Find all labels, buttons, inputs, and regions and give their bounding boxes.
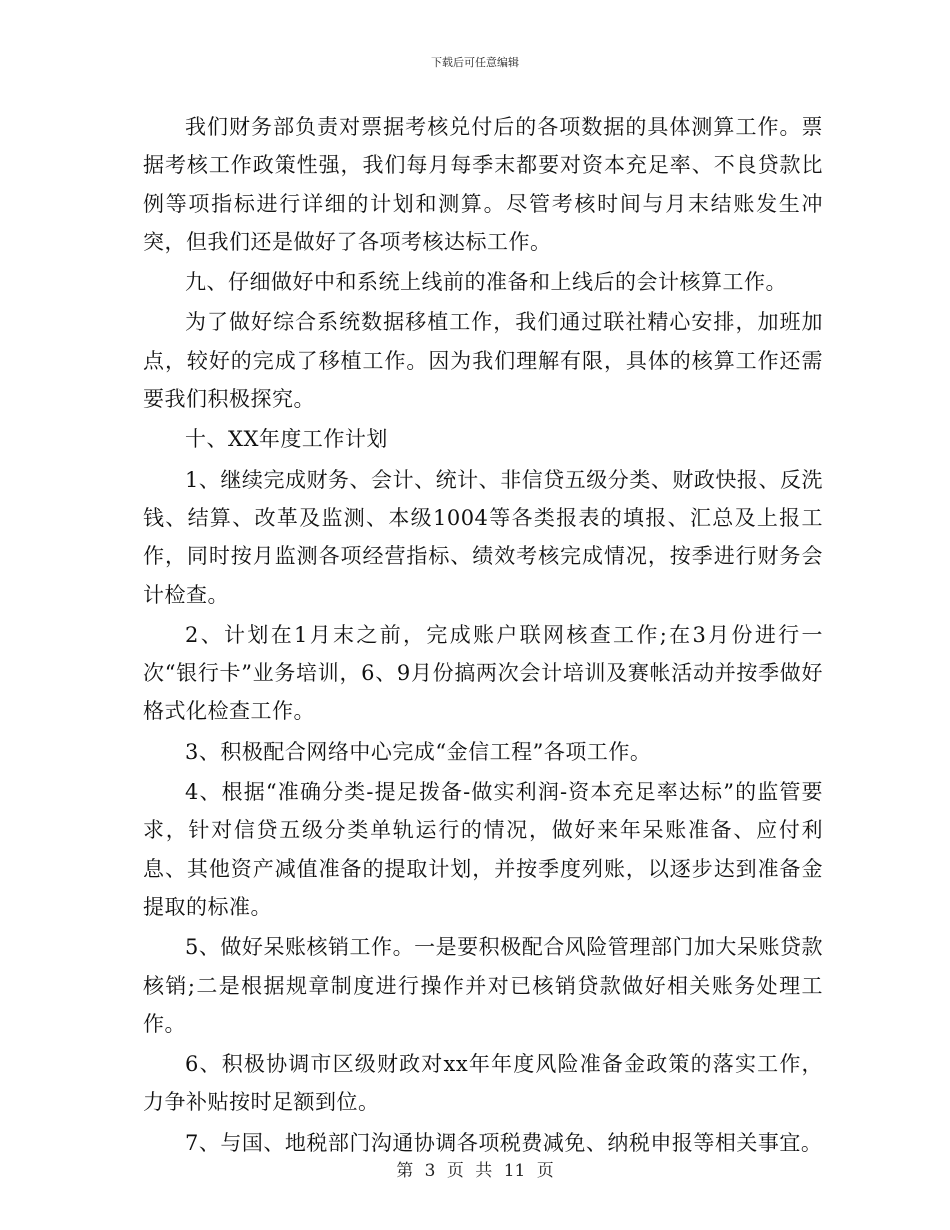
page-header	[0, 54, 950, 70]
page-footer	[0, 1156, 950, 1181]
plan-item-2: 2、计划在1月末之前，完成账户联网核查工作;在3月份进行一次“银行卡”业务培训，6、9月份搞两次会计培训及赛帐活动并按季做好格式化检查工作。	[143, 622, 823, 724]
paragraph-1: 我们财务部负责对票据考核兑付后的各项数据的具体测算工作。票据考核工作政策性强，我们每月每季末都要对资本充足率、不良贷款比例等项指标进行详细的计划和测算。尽管考核时间与月末结账发生冲突，但我们还是做好了各项考核达标工作。	[143, 115, 823, 254]
page-indicator: 第 3 页 共 11 页	[396, 1161, 554, 1181]
plan-item-1: 1、继续完成财务、会计、统计、非信贷五级分类、财政快报、反洗钱、结算、改革及监测、本级1004等各类报表的填报、汇总及上报工作，同时按月监测各项经营指标、绩效考核完成情况，按季进行财务会计检查。	[143, 467, 823, 607]
plan-item-7: 7、与国、地税部门沟通协调各项税费减免、纳税申报等相关事宜。	[185, 1130, 823, 1155]
plan-item-3: 3、积极配合网络中心完成“金信工程”各项工作。	[185, 739, 652, 764]
section-heading-9: 九、仔细做好中和系统上线前的准备和上线后的会计核算工作。	[185, 270, 787, 295]
plan-item-5: 5、做好呆账核销工作。一是要积极配合风险管理部门加大呆账贷款核销;二是根据规章制度进行操作并对已核销贷款做好相关账务处理工作。	[143, 935, 823, 1036]
paragraph-2: 为了做好综合系统数据移植工作，我们通过联社精心安排，加班加点，较好的完成了移植工作。因为我们理解有限，具体的核算工作还需要我们积极探究。	[143, 310, 823, 412]
document-body	[143, 108, 823, 1164]
section-heading-10: 十、XX年度工作计划	[185, 427, 388, 452]
header-note: 下载后可任意编辑	[431, 56, 519, 69]
plan-item-6: 6、积极协调市区级财政对xx年年度风险准备金政策的落实工作，力争补贴按时足额到位。	[143, 1052, 823, 1115]
plan-item-4: 4、根据“准确分类-提足拨备-做实利润-资本充足率达标”的监管要求，针对信贷五级分类单轨运行的情况，做好来年呆账准备、应付利息、其他资产减值准备的提取计划，并按季度列账，以逐步达到准备金提取的标准。	[143, 780, 823, 919]
